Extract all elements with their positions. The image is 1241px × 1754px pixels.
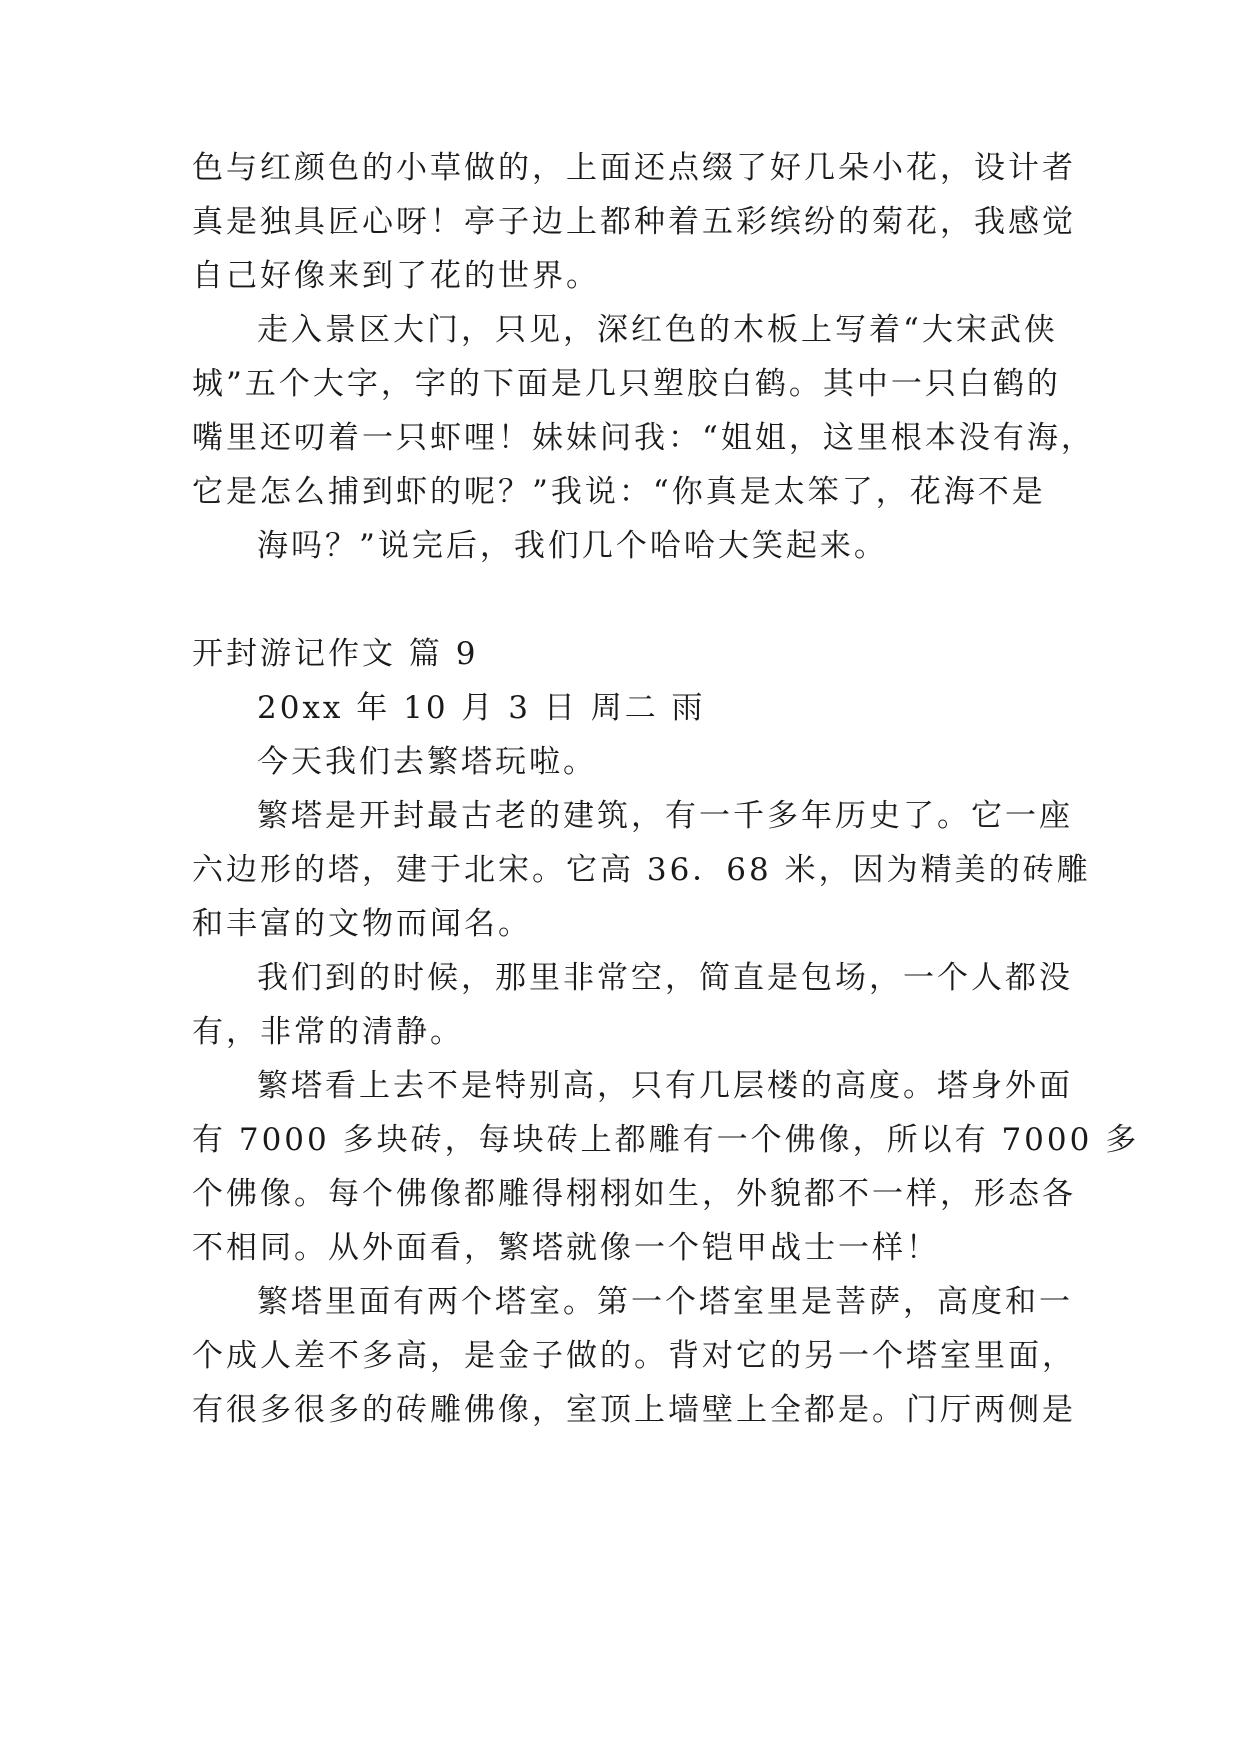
section-title: 开封游记作文 篇 9 xyxy=(192,636,479,672)
text-line: 色与红颜色的小草做的，上面还点缀了好几朵小花，设计者 xyxy=(192,150,1076,186)
paragraph-first-line: 今天我们去繁塔玩啦。 xyxy=(257,744,597,780)
text-line: 城”五个大字，字的下面是几只塑胶白鹤。其中一只白鹤的 xyxy=(192,366,1061,402)
text-line: 有很多很多的砖雕佛像，室顶上墙壁上全都是。门厅两侧是 xyxy=(192,1392,1076,1428)
text-line: 和丰富的文物而闻名。 xyxy=(192,906,532,942)
paragraph-first-line: 繁塔是开封最古老的建筑，有一千多年历史了。它一座 xyxy=(257,798,1073,834)
paragraph-first-line: 繁塔里面有两个塔室。第一个塔室里是菩萨，高度和一 xyxy=(257,1284,1073,1320)
text-line: 六边形的塔，建于北宋。它高 36．68 米，因为精美的砖雕 xyxy=(192,852,1091,888)
text-line: 个成人差不多高，是金子做的。背对它的另一个塔室里面， xyxy=(192,1338,1076,1374)
paragraph-first-line: 走入景区大门，只见，深红色的木板上写着“大宋武侠 xyxy=(257,312,1058,348)
paragraph-first-line: 我们到的时候，那里非常空，简直是包场，一个人都没 xyxy=(257,960,1073,996)
text-line: 嘴里还叨着一只虾哩！妹妹问我：“姐姐，这里根本没有海， xyxy=(192,420,1095,456)
text-line: 个佛像。每个佛像都雕得栩栩如生，外貌都不一样，形态各 xyxy=(192,1176,1076,1212)
text-line: 自己好像来到了花的世界。 xyxy=(192,258,600,294)
paragraph-first-line: 繁塔看上去不是特别高，只有几层楼的高度。塔身外面 xyxy=(257,1068,1073,1104)
paragraph-first-line: 海吗？”说完后，我们几个哈哈大笑起来。 xyxy=(257,528,888,564)
text-line: 有 7000 多块砖，每块砖上都雕有一个佛像，所以有 7000 多 xyxy=(192,1122,1140,1158)
text-line: 不相同。从外面看，繁塔就像一个铠甲战士一样！ xyxy=(192,1230,940,1266)
text-line: 它是怎么捕到虾的呢？”我说：“你真是太笨了，花海不是 xyxy=(192,474,1046,510)
text-line: 真是独具匠心呀！亭子边上都种着五彩缤纷的菊花，我感觉 xyxy=(192,204,1076,240)
date-line: 20xx 年 10 月 3 日 周二 雨 xyxy=(257,690,706,726)
text-line: 有，非常的清静。 xyxy=(192,1014,464,1050)
